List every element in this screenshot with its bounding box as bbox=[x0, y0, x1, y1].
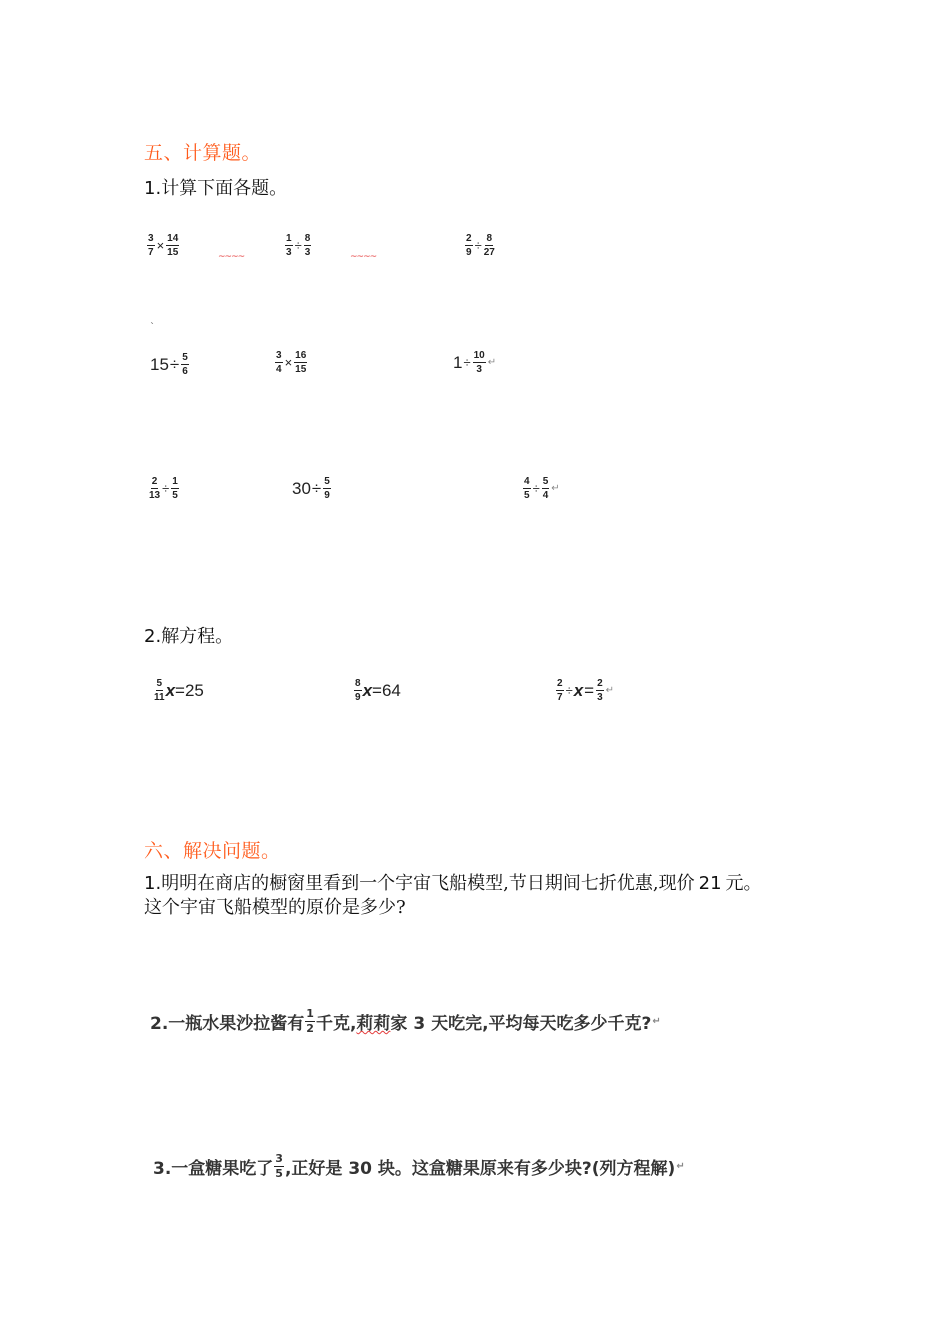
equation bbox=[353, 678, 401, 703]
fraction: $\frac{2}{13}$ bbox=[149, 476, 161, 501]
problem-3-text-end: ,正好是 30 块。这盒糖果原来有多少块?(列方程解) bbox=[284, 1159, 676, 1179]
calc-expression bbox=[464, 233, 496, 258]
calc-expression bbox=[148, 476, 180, 501]
fraction: $\frac{5}{9}$ bbox=[324, 476, 330, 501]
fraction: $\frac{8}{3}$ bbox=[304, 233, 311, 258]
section-6-title: 六、解决问题。 bbox=[144, 840, 281, 862]
variable: x bbox=[573, 680, 584, 700]
problem-2-name: 莉莉 bbox=[356, 1014, 391, 1034]
section-5-title: 五、计算题。 bbox=[144, 142, 262, 164]
paragraph-mark: ↵ bbox=[676, 1161, 685, 1172]
question-2-title bbox=[144, 622, 233, 648]
paragraph-mark: ↵ bbox=[652, 1016, 661, 1027]
fraction: $\frac{3}{4}$ bbox=[276, 350, 282, 375]
operator: ÷ bbox=[162, 481, 170, 496]
whole-number: 1 bbox=[453, 352, 463, 372]
calc-expression bbox=[146, 233, 180, 258]
problem-1-text-end: 元。 bbox=[725, 873, 762, 894]
question-1-title bbox=[144, 174, 287, 200]
stray-mark: ` bbox=[150, 322, 155, 333]
paragraph-mark: ↵ bbox=[487, 357, 497, 368]
question-2-text: 解方程。 bbox=[161, 626, 234, 647]
whole-number: 15 bbox=[150, 354, 169, 374]
paragraph-mark: ↵ bbox=[605, 685, 615, 696]
equals-sign: = bbox=[584, 680, 595, 700]
fraction: $\frac{5}{4}$ bbox=[542, 476, 549, 501]
whole-number: 30 bbox=[292, 478, 311, 498]
fraction: $\frac{1}{2}$ bbox=[306, 1007, 314, 1035]
problem-1-number: 1. bbox=[144, 873, 162, 894]
problem-2-text-start: 2.一瓶水果沙拉酱有 bbox=[150, 1014, 305, 1034]
question-1-number: 1. bbox=[144, 178, 162, 199]
fraction: $\frac{2}{7}$ bbox=[557, 678, 563, 703]
problem-3 bbox=[153, 1153, 685, 1180]
fraction: $\frac{14}{15}$ bbox=[167, 233, 179, 258]
equation-rhs: =64 bbox=[372, 680, 401, 700]
problem-2 bbox=[150, 1008, 661, 1035]
operator: ÷ bbox=[294, 238, 302, 253]
problem-1-line-1 bbox=[144, 872, 864, 896]
problem-1 bbox=[144, 872, 864, 920]
fraction: $\frac{16}{15}$ bbox=[295, 350, 307, 375]
paragraph-mark: ↵ bbox=[551, 483, 560, 494]
fraction: $\frac{8}{9}$ bbox=[355, 678, 361, 703]
operator: ÷ bbox=[169, 354, 180, 374]
fraction: $\frac{2}{9}$ bbox=[466, 233, 472, 258]
operator: ÷ bbox=[474, 238, 482, 253]
equation-rhs: =25 bbox=[175, 680, 204, 700]
fraction: $\frac{3}{5}$ bbox=[275, 1152, 283, 1180]
variable: x bbox=[362, 680, 373, 700]
problem-1-price: 21 bbox=[698, 873, 722, 894]
operator: × bbox=[284, 355, 293, 370]
calc-expression bbox=[453, 350, 496, 375]
problem-2-text-unit: 千克, bbox=[315, 1014, 357, 1034]
operator: ÷ bbox=[565, 683, 573, 698]
calc-expression bbox=[522, 476, 560, 501]
fraction: $\frac{3}{7}$ bbox=[148, 233, 154, 258]
calc-expression bbox=[274, 350, 308, 375]
fraction: $\frac{1}{5}$ bbox=[172, 476, 178, 501]
problem-1-line-2: 这个宇宙飞船模型的原价是多少? bbox=[144, 897, 406, 918]
calc-expression bbox=[150, 352, 190, 377]
variable: x bbox=[165, 680, 176, 700]
fraction: $\frac{1}{3}$ bbox=[286, 233, 292, 258]
fraction: $\frac{8}{27}$ bbox=[483, 233, 495, 258]
problem-3-text-start: 3.一盒糖果吃了 bbox=[153, 1159, 274, 1179]
fraction: $\frac{4}{5}$ bbox=[524, 476, 530, 501]
calc-expression bbox=[292, 476, 332, 501]
operator: ÷ bbox=[311, 478, 322, 498]
question-2-number: 2. bbox=[144, 626, 162, 647]
question-1-text: 计算下面各题。 bbox=[161, 178, 288, 199]
fraction: $\frac{10}{3}$ bbox=[473, 350, 485, 375]
calc-expression bbox=[284, 233, 312, 258]
operator: ÷ bbox=[532, 481, 540, 496]
spellcheck-squiggle: ~~~~ bbox=[350, 252, 377, 262]
problem-1-text: 明明在商店的橱窗里看到一个宇宙飞船模型,节日期间七折优惠,现价 bbox=[161, 873, 695, 894]
fraction: $\frac{5}{11}$ bbox=[154, 678, 165, 703]
problem-2-text-end: 家 3 天吃完,平均每天吃多少千克? bbox=[390, 1014, 652, 1034]
equation bbox=[555, 678, 614, 703]
fraction: $\frac{2}{3}$ bbox=[597, 678, 603, 703]
operator: ÷ bbox=[463, 355, 471, 370]
fraction: $\frac{5}{6}$ bbox=[182, 352, 188, 377]
spellcheck-squiggle: ~~~~ bbox=[218, 252, 245, 262]
operator: × bbox=[156, 238, 165, 253]
equation bbox=[153, 678, 204, 703]
